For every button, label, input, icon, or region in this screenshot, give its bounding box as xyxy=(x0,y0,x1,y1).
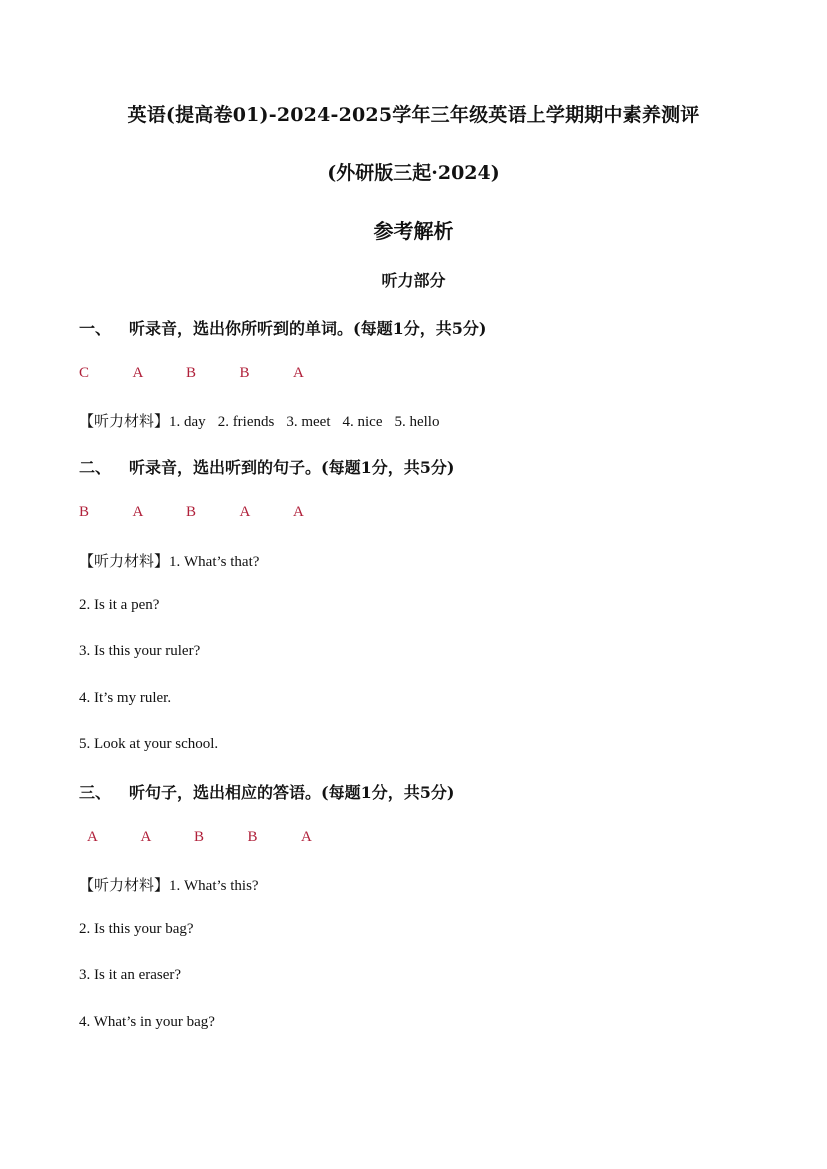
section-3-heading-text: 听句子，选出相应的答语。(每题1分，共5分) xyxy=(129,783,455,802)
section-3-material-line: 2. Is this your bag? xyxy=(79,921,194,937)
section-2-heading xyxy=(79,455,454,478)
material-item: 5. hello xyxy=(394,414,440,430)
section-2-answers xyxy=(79,504,347,521)
section-2-heading-text: 听录音，选出听到的句子。(每题1分，共5分) xyxy=(129,458,455,477)
answer: B xyxy=(194,829,205,845)
section-title: 听力部分 xyxy=(381,271,446,290)
section-1-heading-text: 听录音，选出你所听到的单词。(每题1分，共5分) xyxy=(129,319,487,338)
section-3-material-line: 3. Is it an eraser? xyxy=(79,967,182,983)
section-3-material-line xyxy=(79,874,259,895)
document-subtitle: (外研版三起·2024) xyxy=(327,162,500,184)
material-label: 【听力材料】 xyxy=(79,876,170,894)
answer: B xyxy=(186,504,197,520)
section-2-material-line: 3. Is this your ruler? xyxy=(79,643,201,659)
material-item: 2. friends xyxy=(217,414,275,430)
document-title: 英语(提高卷01)-2024-2025学年三年级英语上学期期中素养测评 xyxy=(127,104,700,126)
section-2-number: 二、 xyxy=(79,458,112,477)
section-2-material-line xyxy=(79,550,259,571)
answer: B xyxy=(79,504,90,520)
section-3-number: 三、 xyxy=(79,783,112,802)
document-heading: 参考解析 xyxy=(373,219,454,243)
answer: A xyxy=(140,829,152,845)
material-label: 【听力材料】 xyxy=(79,552,170,570)
section-3-material-line: 4. What’s in your bag? xyxy=(79,1014,215,1030)
answer: A xyxy=(132,504,144,520)
material-line: 1. What’s this? xyxy=(169,878,259,894)
section-2-material-line: 4. It’s my ruler. xyxy=(79,690,172,706)
answer: A xyxy=(87,829,98,845)
material-label: 【听力材料】 xyxy=(79,412,170,430)
section-1-number: 一、 xyxy=(79,319,112,338)
section-3-answers xyxy=(87,829,355,846)
material-item: 3. meet xyxy=(286,414,331,430)
section-2-material-line: 5. Look at your school. xyxy=(79,736,219,752)
answer: A xyxy=(301,829,312,845)
answer: B xyxy=(239,365,250,381)
material-line: 1. What’s that? xyxy=(169,554,260,570)
material-item: 1. day xyxy=(169,414,206,430)
section-1-answers xyxy=(79,365,347,382)
answer: A xyxy=(239,504,251,520)
answer: A xyxy=(132,365,144,381)
answer: B xyxy=(247,829,258,845)
section-1-material xyxy=(79,410,439,431)
section-3-heading xyxy=(79,780,454,803)
section-2-material-line: 2. Is it a pen? xyxy=(79,597,160,613)
answer: B xyxy=(186,365,197,381)
section-1-heading xyxy=(79,316,486,339)
material-item: 4. nice xyxy=(342,414,383,430)
answer: A xyxy=(293,504,304,520)
answer: A xyxy=(293,365,304,381)
answer: C xyxy=(79,365,90,381)
